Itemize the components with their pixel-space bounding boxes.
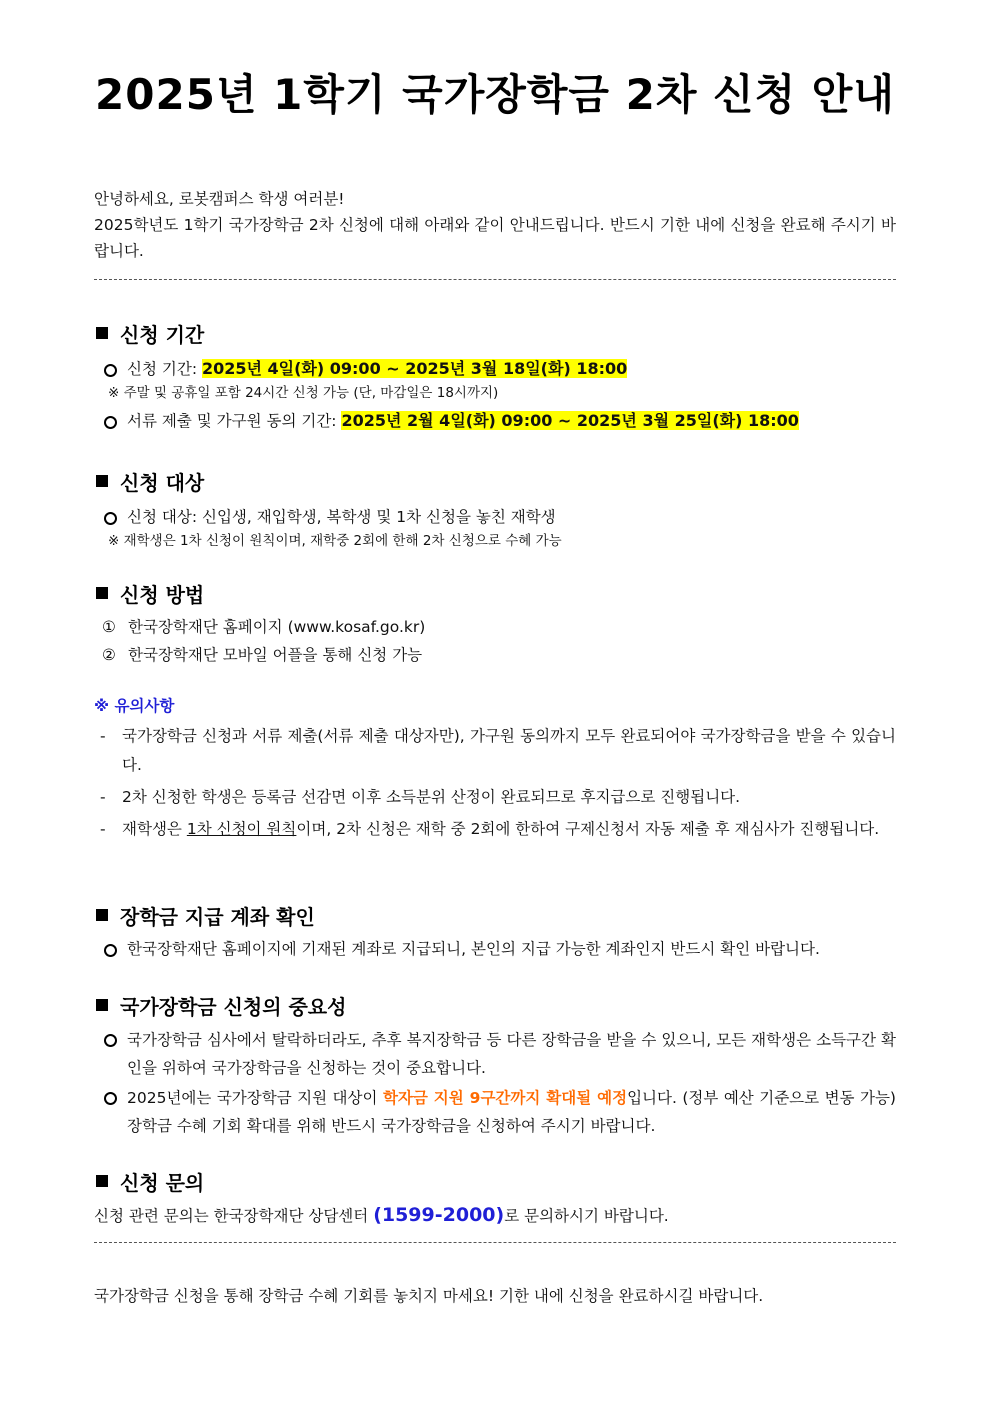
circle-bullet-icon xyxy=(104,944,117,957)
section-caution xyxy=(94,694,896,844)
circle-bullet-icon xyxy=(104,416,117,429)
intro xyxy=(94,186,896,264)
section-heading: 국가장학금 신청의 중요성 xyxy=(94,990,896,1020)
list-item: 2025년에는 국가장학금 지원 대상이 학자금 지원 9구간까지 확대될 예정입니다. (정부 예산 기준으로 변동 가능) 장학금 수혜 기회 확대를 위해 반드시 국가장학금을 신청하여 주시기 바랍니다. xyxy=(94,1084,896,1140)
square-bullet-icon xyxy=(96,327,108,339)
circle-bullet-icon xyxy=(104,1092,117,1105)
list-item xyxy=(94,408,896,434)
list-item: - 재학생은 1차 신청이 원칙이며, 2차 신청은 재학 중 2회에 한하여 구제신청서 자동 제출 후 재심사가 진행됩니다. xyxy=(100,820,880,838)
section-period xyxy=(94,318,896,434)
square-bullet-icon xyxy=(96,587,108,599)
section-heading: 장학금 지급 계좌 확인 xyxy=(94,900,896,930)
section-target xyxy=(94,466,896,552)
square-bullet-icon xyxy=(96,909,108,921)
circle-bullet-icon xyxy=(104,1034,117,1047)
list-item xyxy=(94,356,896,382)
list-item: 신청 대상: 신입생, 재입학생, 복학생 및 1차 신청을 놓친 재학생 xyxy=(94,504,896,530)
list-item: 국가장학금 심사에서 탈락하더라도, 추후 복지장학금 등 다른 장학금을 받을 수 있으니, 모든 재학생은 소득구간 확인을 위하여 국가장학금을 신청하는 것이 중요합니다. xyxy=(94,1026,896,1082)
period-label: 신청 기간: xyxy=(127,360,202,378)
target-note: ※ 재학생은 1차 신청이 원칙이며, 재학중 2회에 한해 2차 신청으로 수혜 가능 xyxy=(108,533,562,549)
intro-greeting: 안녕하세요, 로봇캠퍼스 학생 여러분! xyxy=(94,190,345,208)
list-item: ② 한국장학재단 모바일 어플을 통해 신청 가능 xyxy=(102,646,423,664)
section-heading: 신청 방법 xyxy=(94,578,896,608)
square-bullet-icon xyxy=(96,999,108,1011)
closing-text: 국가장학금 신청을 통해 장학금 수혜 기회를 놓치지 마세요! 기한 내에 신청을 완료하시길 바랍니다. xyxy=(94,1287,764,1305)
square-bullet-icon xyxy=(96,1175,108,1187)
circle-bullet-icon xyxy=(104,364,117,377)
section-heading: 신청 문의 xyxy=(94,1166,896,1196)
divider-top xyxy=(94,279,896,280)
document-period-label: 서류 제출 및 가구원 동의 기간: xyxy=(127,412,342,430)
circle-bullet-icon xyxy=(104,512,117,525)
section-heading: 신청 기간 xyxy=(94,318,896,348)
section-importance xyxy=(94,990,896,1140)
square-bullet-icon xyxy=(96,475,108,487)
list-item: - 국가장학금 신청과 서류 제출(서류 제출 대상자만), 가구원 동의까지 모두 완료되어야 국가장학금을 받을 수 있습니다. xyxy=(100,727,896,774)
inquiry-text: 신청 관련 문의는 한국장학재단 상담센터 (1599-2000)로 문의하시기 바랍니다. xyxy=(94,1204,669,1226)
section-inquiry xyxy=(94,1166,896,1231)
page-title: 2025년 1학기 국가장학금 2차 신청 안내 xyxy=(95,70,895,119)
list-item: 한국장학재단 홈페이지에 기재된 계좌로 지급되니, 본인의 지급 가능한 계좌인지 반드시 확인 바랍니다. xyxy=(94,936,896,962)
divider-bottom xyxy=(94,1242,896,1243)
section-heading: 신청 대상 xyxy=(94,466,896,496)
period-value: 2025년 4일(화) 09:00 ~ 2025년 3월 18일(화) 18:00 xyxy=(201,359,628,378)
list-item: ① 한국장학재단 홈페이지 (www.kosaf.go.kr) xyxy=(102,618,426,636)
section-account xyxy=(94,900,896,962)
caution-title: ※ 유의사항 xyxy=(94,697,175,715)
intro-body: 2025학년도 1학기 국가장학금 2차 신청에 대해 아래와 같이 안내드립니다. 반드시 기한 내에 신청을 완료해 주시기 바랍니다. xyxy=(94,216,896,260)
period-note: ※ 주말 및 공휴일 포함 24시간 신청 가능 (단, 마감일은 18시까지) xyxy=(108,385,499,401)
section-method xyxy=(94,578,896,668)
list-item: - 2차 신청한 학생은 등록금 선감면 이후 소득분위 산정이 완료되므로 후지급으로 진행됩니다. xyxy=(100,788,741,806)
document-period-value: 2025년 2월 4일(화) 09:00 ~ 2025년 3월 25일(화) 18:00 xyxy=(341,411,799,430)
phone-number: (1599-2000) xyxy=(373,1204,505,1226)
